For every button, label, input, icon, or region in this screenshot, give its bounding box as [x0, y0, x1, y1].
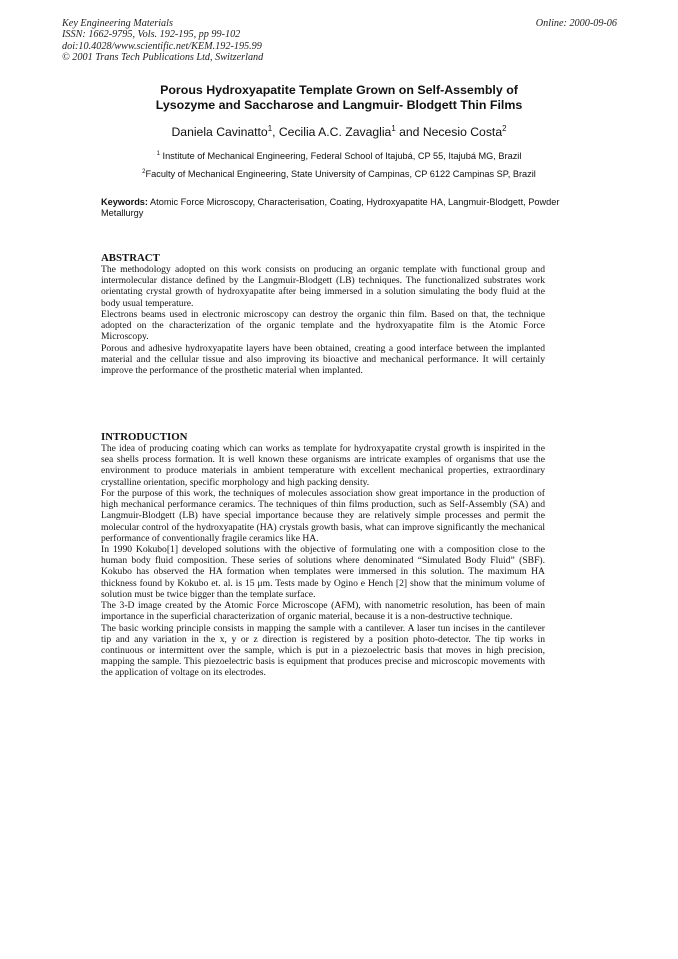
title-line-1: Porous Hydroxyapatite Template Grown on Self-Assembly of [160, 83, 518, 97]
affiliation-mark: 1 [156, 150, 160, 157]
author-name: Cecilia A.C. Zavaglia [278, 125, 392, 139]
introduction-heading: INTRODUCTION [101, 431, 188, 443]
journal-doi[interactable]: doi:10.4028/www.scientific.net/KEM.192-195.99 [62, 40, 262, 52]
affiliation [100, 148, 578, 166]
introduction-paragraph: The 3-D image created by the Atomic Force Microscope (AFM), with nanometric resolution, has been of main importance in the superficial characterization of organic material, because it is a non-destructive technique. [101, 600, 545, 623]
online-date: Online: 2000-09-06 [535, 18, 617, 29]
abstract-paragraph: Electrons beams used in electronic microscopy can destroy the organic thin film. Based on that, the technique adopted on the characterization of the organic template and the hydroxyapatite film is the Atomic Force Microscopy. [101, 308, 545, 343]
abstract-heading: ABSTRACT [101, 252, 160, 264]
affiliation-text: Faculty of Mechanical Engineering, State University of Campinas, CP 6122 Campinas SP, Brazil [145, 168, 536, 179]
author-separator: , [272, 125, 279, 139]
abstract-body [101, 264, 545, 376]
introduction-body [101, 443, 545, 679]
affiliation-mark: 2 [142, 168, 146, 175]
journal-issn: ISSN: 1662-9795, Vols. 192-195, pp 99-102 [62, 29, 241, 41]
journal-copyright: © 2001 Trans Tech Publications Ltd, Switzerland [62, 52, 264, 64]
keywords-text: Atomic Force Microscopy, Characterisation, Coating, Hydroxyapatite HA, Langmuir-Blodgett, Powder Metallurgy [101, 197, 560, 219]
title-line-2: Lysozyme and Saccharose and Langmuir- Blodgett Thin Films [155, 98, 523, 112]
introduction-paragraph: The idea of producing coating which can works as template for hydroxyapatite crystal growth is inspirited in the sea shells process formation. It is well known these organisms are intricate examples of organisms that use the environment to produce materials in ambient temperature with excellent mechanical properties, extraordinary crystalline orientation, specific morphology and high packing density. [101, 443, 545, 488]
affiliation-list [100, 148, 578, 183]
introduction-paragraph: The basic working principle consists in mapping the sample with a cantilever. A laser tun incises in the cantilever tip and any variation in the x, y or z direction is registered by a position photo-detector. The tip works in continuous or intermittent over the sample, which is put in a piezoelectric basis that moves in high precision, mapping the sample. This piezoelectric basis is equipment that produces precise and microscopic movements with the application of voltage on its electrodes. [101, 622, 545, 679]
paper-title [100, 83, 578, 113]
author-affil-mark: 1 [391, 123, 396, 133]
author-affil-mark: 1 [267, 123, 273, 133]
keywords [101, 197, 571, 219]
affiliation-text: Institute of Mechanical Engineering, Federal School of Itajubá, CP 55, Itajubá MG, Brazil [162, 151, 522, 161]
introduction-paragraph: In 1990 Kokubo[1] developed solutions with the objective of formulating one with a composition close to the human body fluid composition. These series of solutions where denominated “Simulated Body Fluid” (SBF). Kokubo has observed the HA formation when templates were immersed in this solution. The maximum HA thickness found by Kokubo et. al. is 15 μm. Tests made by Ogino e Hench [2] show that the minimum volume of solution must be twice bigger than the template surface. [101, 543, 545, 600]
abstract-paragraph: The methodology adopted on this work consists on producing an organic template with functional group and intermolecular distance defined by the Langmuir-Blodgett (LB) techniques. The functionalized substrates work orientating crystal growth of hydroxyapatite after being immersed in a solution simulating the body fluid at the body usual temperature. [101, 264, 545, 309]
keywords-label: Keywords: [101, 197, 148, 207]
author-name: Daniela Cavinatto [171, 125, 268, 139]
affiliation [100, 166, 578, 184]
author-separator: and [395, 125, 423, 139]
author-list [100, 125, 578, 139]
journal-name: Key Engineering Materials [62, 18, 173, 29]
abstract-paragraph: Porous and adhesive hydroxyapatite layers have been obtained, creating a good interface between the implanted material and the cellular tissue and also improving its bioactive and mechanical performance. It will certainly improve the performance of the prosthetic material when implanted. [101, 342, 545, 376]
introduction-paragraph: For the purpose of this work, the techniques of molecules association show great importance in the production of high mechanical performance ceramics. The techniques of thin films production, such as Self-Assembly (SA) and Langmuir-Blodgett (LB) have special importance because they are relatively simple processes and permit the molecular control of the hydroxyapatite (HA) crystals growth basis, what can improve significantly the mechanical performance of conventionally fragile ceramics like HA. [101, 487, 545, 544]
author-name: Necesio Costa [422, 125, 503, 139]
author-affil-mark: 2 [502, 123, 507, 133]
journal-header [62, 18, 392, 64]
